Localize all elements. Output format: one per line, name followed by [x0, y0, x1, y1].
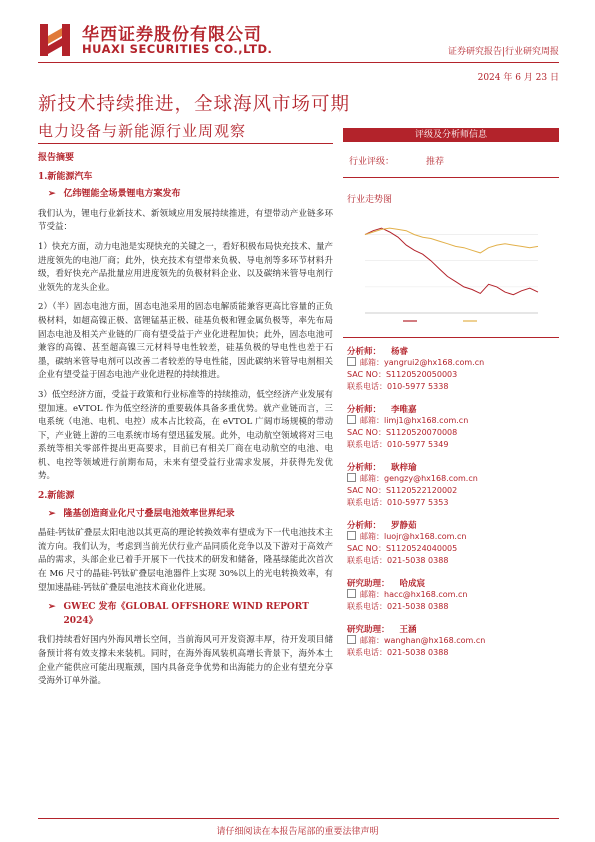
paragraph: 我们认为，锂电行业新技术、新领域应用发展持续推进，有望带动产业链多环节受益： [38, 208, 333, 233]
analyst-email-row [347, 473, 559, 485]
analyst-role: 分析师： [347, 405, 382, 415]
mail-icon [347, 415, 356, 424]
bullet-text: 亿纬锂能全场景锂电方案发布 [63, 189, 181, 200]
paragraph: 1）快充方面，动力电池是实现快充的关键之一，看好积极布局快充技术、量产进度领先的电池厂商；此外，快充技术有望带来负极、导电剂等多环节材料升级，看好快充产品批量应用进度领先的负极材料企业、以及碳纳米管导电剂行业领先的龙头企业。 [38, 241, 333, 293]
report-date: 2024 年 6 月 23 日 [477, 73, 559, 83]
report-title: 新技术持续推进，全球海风市场可期 [38, 94, 351, 115]
analyst-phone: 联系电话：021-5038 0388 [347, 648, 449, 657]
sidebar [343, 128, 559, 662]
analyst-sac-row [347, 485, 559, 497]
analyst-card [343, 400, 559, 454]
header-divider [38, 62, 559, 63]
analyst-card [343, 574, 559, 616]
bullet-heading [48, 601, 333, 628]
summary-heading: 报告摘要 [38, 153, 75, 163]
series-line-2 [365, 228, 538, 253]
analyst-email-row [347, 635, 559, 647]
analyst-role: 分析师： [347, 463, 382, 473]
analyst-sac-row [347, 427, 559, 439]
analyst-phone-row [347, 381, 559, 393]
analyst-phone-row [347, 439, 559, 451]
mail-icon [347, 357, 356, 366]
trend-chart-title: 行业走势图 [347, 195, 393, 205]
company-name-en: HUAXI SECURITIES CO.,LTD. [82, 42, 273, 56]
analyst-list [343, 342, 559, 662]
paragraph: 晶硅-钙钛矿叠层太阳电池以其更高的理论转换效率有望成为下一代电池技术主流方向。我们认为，考虑到当前光伏行业产品同质化竞争以及下游对于高效产品的需求，头部企业已着手开展下一代技术的研发和储备，隆基绿能此次首次在 M6 尺寸的晶硅-钙钛矿叠层电池器件上实现 30%以上的光电转换效率，有望加速晶硅-钙钛矿叠层电池技术商业化进展。 [38, 528, 333, 593]
analyst-card [343, 620, 559, 662]
section-heading: 2.新能源 [38, 491, 75, 502]
analyst-role: 研究助理： [347, 579, 390, 589]
analyst-name: 王涵 [399, 625, 417, 635]
analyst-name-row [347, 577, 559, 589]
rating-label: 行业评级： [349, 157, 395, 167]
chart-divider [343, 337, 559, 338]
mail-icon [347, 473, 356, 482]
footer-divider [38, 818, 559, 819]
arrow-icon: ➢ [48, 508, 56, 519]
analyst-email[interactable]: 邮箱：luojr@hx168.com.cn [360, 532, 467, 541]
analyst-phone-row [347, 497, 559, 509]
analyst-name-row [347, 623, 559, 635]
analyst-role: 研究助理： [347, 625, 390, 635]
analyst-phone: 联系电话：010-5977 5338 [347, 382, 449, 391]
analyst-name-row [347, 519, 559, 531]
analyst-role: 分析师： [347, 347, 382, 357]
paragraph: 3）低空经济方面，受益于政策和行业标准等的持续推动，低空经济产业发展有望加速。eVTOL 作为低空经济的重要载体具备多重优势。就产业链而言，三电系统（电池、电机、电控）成本占比较高，在 eVTOL 广阔市场规模的带动下，产业链上游的三电系统市场有望迅猛发展。此外，电动航空领域将对三电系统等相关零部件提出更高要求，目前已有相关厂商在电动航空的电池、电机、电控等领域进行前期布局，未来有望受益行业需求发展，并获得先发优势。 [38, 389, 333, 482]
bullet-text: GWEC 发布《GLOBAL OFFSHORE WIND REPORT 2024》 [63, 602, 309, 626]
analyst-name-row [347, 461, 559, 473]
mail-icon [347, 589, 356, 598]
analyst-card [343, 516, 559, 570]
summary-column [38, 152, 333, 695]
analyst-phone-row [347, 601, 559, 613]
analyst-card [343, 342, 559, 396]
analyst-phone: 联系电话：021-5038 0388 [347, 602, 449, 611]
rating-value: 推荐 [426, 157, 445, 167]
analyst-email[interactable]: 邮箱：yangrui2@hx168.com.cn [360, 358, 485, 367]
bullet-heading [48, 188, 333, 202]
analyst-name: 耿梓瑜 [391, 463, 417, 473]
company-name-cn: 华西证券股份有限公司 [82, 25, 262, 45]
mail-icon [347, 531, 356, 540]
analyst-sac-row [347, 543, 559, 555]
rating-divider [343, 177, 559, 178]
analyst-name: 罗静茹 [391, 521, 417, 531]
section-heading: 1.新能源汽车 [38, 171, 93, 182]
analyst-email[interactable]: 邮箱：hacc@hx168.com.cn [360, 590, 468, 599]
analyst-phone: 联系电话：021-5038 0388 [347, 556, 449, 565]
analyst-phone: 联系电话：010-5977 5349 [347, 440, 449, 449]
bullet-text: 隆基创造商业化尺寸叠层电池效率世界纪录 [63, 508, 235, 519]
analyst-phone-row [347, 555, 559, 567]
analyst-sac: SAC NO：S1120522120002 [347, 486, 458, 495]
industry-rating [343, 154, 559, 167]
analyst-email[interactable]: 邮箱：gengzy@hx168.com.cn [360, 474, 478, 483]
analyst-name: 哈成宸 [399, 579, 426, 589]
analyst-card [343, 458, 559, 512]
analyst-email-row [347, 531, 559, 543]
analyst-name: 杨睿 [391, 347, 409, 357]
paragraph: 2）（半）固态电池方面，固态电池采用的固态电解质能兼容更高比容量的正负极材料，如超高镍正极、富锂锰基正极、硅基负极和锂金属负极等，率先布局固态电池及相关产业链的厂商有望受益于产业化进程加快；此外，固态电池可兼容的高镍、甚至超高镍三元材料导电性较差，硅基负极的导电性也差于石墨，碳纳米管导电剂可以改善二者较差的导电性能，因此碳纳米管导电剂相关企业有望受益于固态电池产业化进程的持续推进。 [38, 302, 333, 381]
analyst-email-row [347, 357, 559, 369]
analyst-name-row [347, 345, 559, 357]
analyst-phone: 联系电话：010-5977 5353 [347, 498, 449, 507]
bullet-heading [48, 508, 333, 522]
title-divider [38, 143, 333, 144]
analyst-name: 李唯嘉 [391, 405, 417, 415]
analyst-sac-row [347, 369, 559, 381]
analyst-email-row [347, 589, 559, 601]
legal-disclaimer: 请仔细阅读在本报告尾部的重要法律声明 [216, 827, 379, 837]
analyst-email[interactable]: 邮箱：wanghan@hx168.com.cn [360, 636, 486, 645]
report-type: 证券研究报告|行业研究周报 [447, 47, 559, 57]
analyst-email[interactable]: 邮箱：limj1@hx168.com.cn [360, 416, 469, 425]
paragraph: 我们持续看好国内外海风增长空间，当前海风可开发资源丰厚，待开发项目储备预计将有效支撑未来装机。同时，在海外海风装机高增长背景下，海外本土企业产能供应可能出现瓶颈，国内具备竞争优势和出海能力的企业有望充分享受海外订单外溢。 [38, 635, 333, 687]
industry-trend-chart [343, 209, 543, 327]
arrow-icon: ➢ [48, 189, 56, 200]
analyst-phone-row [347, 647, 559, 659]
series-line-1 [365, 228, 538, 295]
analyst-sac: SAC NO：S1120520050003 [347, 370, 458, 379]
analyst-role: 分析师： [347, 521, 382, 531]
report-subtitle: 电力设备与新能源行业周观察 [38, 122, 247, 140]
analyst-name-row [347, 403, 559, 415]
company-logo-mark [38, 20, 72, 58]
analyst-email-row [347, 415, 559, 427]
mail-icon [347, 635, 356, 644]
analyst-sac: SAC NO：S1120520070008 [347, 428, 458, 437]
rating-header: 评级及分析师信息 [343, 128, 559, 142]
arrow-icon: ➢ [48, 602, 56, 613]
analyst-sac: SAC NO：S1120524040005 [347, 544, 458, 553]
